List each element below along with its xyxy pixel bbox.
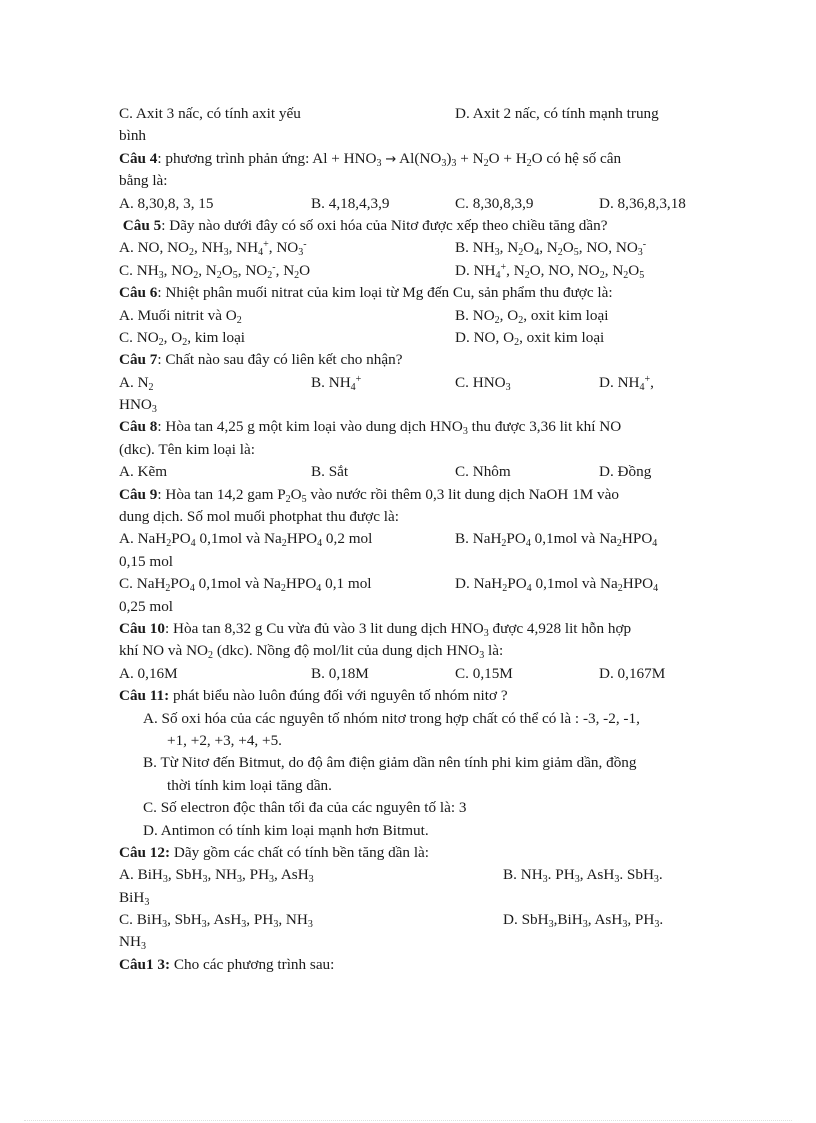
q4-option-d: D. 8,36,8,3,18 [599, 194, 686, 212]
q7-label: Câu 7 [119, 351, 158, 369]
document-page [119, 103, 699, 976]
q4-option-b: B. 4,18,4,3,9 [311, 194, 390, 212]
page-bottom-divider [24, 1120, 792, 1121]
q10-option-c: C. 0,15M [455, 664, 513, 682]
q8-label: Câu 8 [119, 418, 158, 436]
q9-option-d-cont: 0,25 mol [119, 597, 174, 615]
q6-label: Câu 6 [119, 284, 158, 302]
q9-stem: Câu 9: Hòa tan 14,2 gam $P_2O_5$ vào nước rồi thêm 0,3 lit dung dịch NaOH 1M vào [119, 485, 619, 505]
q5-label: Câu 5 [122, 216, 162, 234]
q11-option-b-cont: thời tính kim loại tăng dần. [167, 776, 332, 794]
q5-option-b: B. $NH_3$, $N_2O_4$, $N_2O_5$, NO, $NO_3^-$ [455, 239, 647, 259]
q8-option-a: A. Kẽm [119, 463, 168, 481]
q12-option-c: C. BiH$_3$, SbH$_3$, AsH$_3$, $PH_3$, $NH_3$ [119, 911, 313, 931]
q3-option-d: D. Axit 2 nấc, có tính mạnh trung [455, 105, 659, 122]
q9-option-c: C. $NaH_2PO_4$ 0,1mol và $Na_2HPO_4$ 0,1 mol [119, 575, 372, 595]
q5-options-ab [119, 237, 699, 259]
q13-stem: Câu1 3: Cho các phương trình sau: [119, 955, 335, 973]
q6-options-cd [119, 327, 699, 349]
q11-option-c: C. Số electron độc thân tối đa của các nguyên tố là: 3 [143, 799, 467, 817]
q8-options [119, 461, 699, 483]
q5-stem: Câu 5: Dãy nào dưới đây có số oxi hóa của Nitơ được xếp theo chiều tăng dần? [122, 216, 608, 234]
q4-option-c: C. 8,30,8,3,9 [455, 194, 534, 212]
q9-option-b-cont: 0,15 mol [119, 552, 174, 570]
q7-option-d: D. $NH_4^+$, [599, 373, 654, 393]
q12-option-b: B. $NH_3$. $PH_3$, AsH$_3$. SbH$_3$. [503, 866, 663, 886]
q7-option-b: B. $NH_4^+$ [311, 373, 362, 393]
q11-option-d: D. Antimon có tính kim loại mạnh hơn Bitmut. [143, 821, 429, 839]
q9-label: Câu 9 [119, 485, 158, 503]
q8-option-d: D. Đồng [599, 463, 652, 481]
q11-option-a: A. Số oxi hóa của các nguyên tố nhóm nitơ trong hợp chất có thể có là : -3, -2, -1, [143, 709, 640, 727]
q4-options [119, 193, 699, 215]
q8-option-b: B. Sắt [311, 463, 349, 481]
q9-options-cd [119, 573, 699, 595]
q10-stem: Câu 10: Hòa tan 8,32 g Cu vừa đủ vào 3 lit dung dịch $HNO_3$ được 4,928 lit hỗn hợp [119, 619, 632, 639]
q4-label: Câu 4 [119, 149, 158, 167]
q9-option-d: D. $NaH_2PO_4$ 0,1mol và $Na_2HPO_4$ [455, 575, 659, 595]
arrow-icon: → [385, 151, 397, 167]
q6-option-a: A. Muối nitrit và $O_2$ [119, 306, 242, 326]
q5-option-a: A. NO, $NO_2$, $NH_3$, $NH_4^+$, $NO_3^-$ [119, 239, 307, 259]
q7-option-d-cont: $HNO_3$ [119, 396, 157, 416]
q11-option-a-cont: +1, +2, +3, +4, +5. [167, 731, 282, 749]
q7-option-c: C. $HNO_3$ [455, 373, 511, 393]
q8-stem: Câu 8: Hòa tan 4,25 g một kim loại vào dung dịch $HNO_3$ thu được 3,36 lit khí NO [119, 418, 622, 438]
q12-label: Câu 12: [119, 843, 171, 861]
q6-option-d: D. NO, $O_2$, oxit kim loại [455, 328, 605, 348]
q9-stem-cont: dung dịch. Số mol muối photphat thu được là: [119, 508, 399, 526]
q10-label: Câu 10 [119, 619, 165, 637]
q12-option-d-cont: $NH_3$ [119, 933, 146, 953]
q12-options-cd [119, 909, 699, 931]
q12-stem: Câu 12: Dãy gồm các chất có tính bền tăng dần là: [119, 843, 429, 861]
q3-option-d-cont: bình [119, 127, 147, 145]
q9-options-ab [119, 528, 699, 550]
q4-stem: Câu 4: phương trình phản ứng: $Al + HNO_3 \to Al(NO_3)_3 + N_2O + H_2O$ có hệ số cân [119, 149, 622, 169]
q3-options-cd [119, 103, 699, 125]
q8-stem-cont: (dkc). Tên kim loại là: [119, 440, 255, 458]
q10-option-b: B. 0,18M [311, 664, 369, 682]
q10-stem-cont: khí NO và $NO_2$ (dkc). Nồng độ mol/lit của dung dịch $HNO_3$ là: [119, 642, 504, 662]
q12-option-a: A. BiH$_3$, SbH$_3$, $NH_3$, $PH_3$, AsH$_3$ [119, 866, 314, 886]
q7-option-a: A. $N_2$ [119, 373, 154, 393]
q4-stem-cont: bằng là: [119, 172, 168, 190]
q3-option-c: C. Axit 3 nấc, có tính axit yếu [119, 105, 301, 122]
q7-options [119, 372, 699, 394]
q5-option-c: C. $NH_3$, $NO_2$, $N_2O_5$, $NO_2^-$, $N_2O$ [119, 261, 311, 281]
q12-option-b-cont: BiH$_3$ [119, 888, 150, 908]
q9-option-a: A. $NaH_2PO_4$ 0,1mol và $Na_2HPO_4$ 0,2 mol [119, 530, 373, 550]
q11-stem: Câu 11: phát biểu nào luôn đúng đối với nguyên tố nhóm nitơ ? [119, 687, 508, 705]
q13-label: Câu1 3: [119, 955, 171, 973]
q6-option-b: B. $NO_2$, $O_2$, oxit kim loại [455, 306, 609, 326]
q6-stem: Câu 6: Nhiệt phân muối nitrat của kim loại từ Mg đến Cu, sản phẩm thu được là: [119, 284, 613, 302]
q10-options [119, 663, 699, 685]
q9-option-b: B. $NaH_2PO_4$ 0,1mol và $Na_2HPO_4$ [455, 530, 658, 550]
q6-option-c: C. $NO_2$, $O_2$, kim loại [119, 328, 246, 348]
q10-option-d: D. 0,167M [599, 664, 666, 682]
q5-options-cd [119, 260, 699, 282]
q11-option-b: B. Từ Nitơ đến Bitmut, do độ âm điện giảm dần nên tính phi kim giảm dần, đồng [143, 754, 637, 772]
q12-options-ab [119, 864, 699, 886]
q5-option-d: D. $NH_4^+$, $N_2O$, NO, $NO_2$, $N_2O_5$ [455, 261, 645, 281]
q7-stem: Câu 7: Chất nào sau đây có liên kết cho nhận? [119, 351, 403, 369]
q10-option-a: A. 0,16M [119, 664, 178, 682]
q8-option-c: C. Nhôm [455, 463, 511, 481]
q6-options-ab [119, 305, 699, 327]
q12-option-d: D. SbH$_3$,BiH$_3$, AsH$_3$, $PH_3$. [503, 911, 664, 931]
q11-label: Câu 11: [119, 687, 170, 705]
q4-option-a: A. 8,30,8, 3, 15 [119, 194, 214, 212]
